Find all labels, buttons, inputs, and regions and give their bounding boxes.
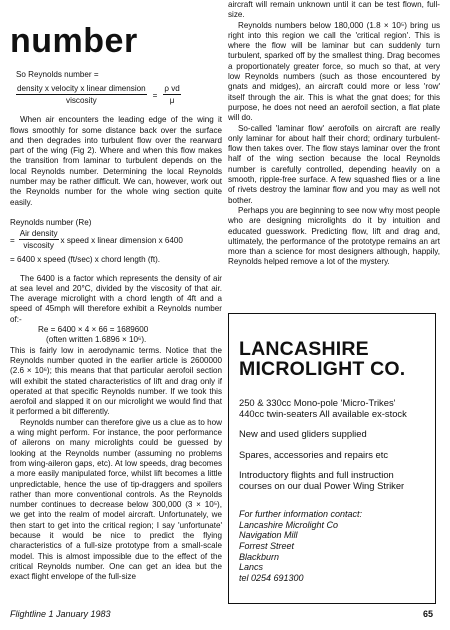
paragraph: Perhaps you are beginning to see now why most people who are designing microlights do it by intuition and educated guesswork. Predicting flow, lift and drag and, ultimately, the performance of the prototype remains an art more than a science for most designers although, happily, Reynolds helped remove a lot of the mystery. (228, 205, 440, 267)
paragraph: So-called 'laminar flow' aerofoils on aircraft are really only laminar for about half their chord; ordinary turbulent-flow then takes over. The flow stays laminar over the front half of the wing section because the local Reynolds number is carefully controlled, depending heavily on a smooth, ripple-free surface. A few squashed flies or a line of rivets destroy the laminar flow and you may as well not bother. (228, 123, 440, 205)
calc-line: (often written 1.6896 × 10⁶). (46, 335, 147, 345)
page-number: 65 (423, 609, 434, 619)
ad-line: 440cc twin-seaters All available ex-stock (239, 408, 407, 420)
ad-line: New and used gliders supplied (239, 428, 367, 440)
formula-denominator: viscosity (66, 96, 97, 106)
ad-line: Spares, accessories and repairs etc (239, 448, 389, 460)
ad-line: 250 & 330cc Mono-pole 'Micro-Trikes' (239, 397, 396, 408)
ad-line: Introductory flights and full instruction courses on our dual Power Wing Striker (239, 468, 405, 492)
formula-numerator: density x velocity x linear dimension (17, 84, 146, 94)
equals-sign: = (10, 235, 15, 245)
advertisement-box (228, 313, 436, 604)
formula-rhs-denominator: μ (169, 96, 175, 106)
footer-publication: Flightline 1 January 1983 (10, 609, 111, 619)
ad-title: LANCASHIRE (239, 338, 369, 360)
article-heading: number (10, 22, 138, 60)
equals-sign: = (152, 90, 158, 100)
re-rest: x speed x linear dimension x 6400 (60, 235, 183, 245)
re-fraction (19, 229, 59, 251)
formula-fraction (16, 84, 147, 106)
ad-contact-heading: For further information contact: (239, 509, 363, 520)
right-column (228, 0, 440, 268)
ad-contact-line: Forrest Street (239, 541, 295, 551)
paragraph: Reynolds numbers below 180,000 (1.8 × 10⁵) bring us right into this region we call the 'critical region'. This is where the flow will be laminar but can suddenly turn turbulent, sparked off by the smallest thing. Drag becomes a proportionately greater force, so much so that, at very low Reynolds numbers (such as those encountered by gnats and midges), an aircraft could more or less 'row' itself through the air. This is what the gnat does; for this purpose, he does not need an aerofoil section, a flat plate will do. (228, 20, 440, 123)
paragraph: This is fairly low in aerodynamic terms. Notice that the Reynolds number quoted in the earlier article is 2600000 (2.6 × 10⁶); this means that that particular aerofoil section will exhibit the stated characteristics of lift and drag only if operated at that specific Reynolds number. If we took this aerofoil and slapped it on our microlight we would find that it performed a bit differently. (10, 345, 222, 417)
paragraph: When air encounters the leading edge of the wing it flows smoothly for some distance back over the surface and then degrades into turbulent flow over the rearward part of the wing (Fig 2). Where and when this flow makes the transition from laminar to turbulent depends on the local Reynolds number. Determining the local Reynolds number may be rather difficult. We can, however, work out the Reynolds number for the whole wing section quite easily. (10, 115, 222, 207)
paragraph: The 6400 is a factor which represents the density of air at sea level and 20°C, divided by the viscosity of that air. The average microlight with a chord length of 4ft and a speed of 45mph will therefore exhibit a Reynolds number of:- (10, 273, 222, 324)
ad-contact-line: Lancs (239, 562, 264, 573)
re-line2: = 6400 x speed (ft/sec) x chord length (ft). (10, 255, 161, 265)
re-denominator: viscosity (23, 241, 54, 251)
left-column (10, 0, 222, 582)
formula-rhs (163, 84, 180, 106)
calc-line: Re = 6400 × 4 × 66 = 1689600 (38, 325, 149, 335)
re-formula (10, 229, 222, 251)
paragraph: aircraft will remain unknown until it can be test flown, full-size. (228, 0, 440, 20)
formula-rhs-numerator: ρ vd (164, 84, 180, 94)
reynolds-intro: So Reynolds number = (16, 70, 99, 79)
ad-contact-line: Blackburn (239, 551, 280, 562)
ad-contact-line: Lancashire Microlight Co (239, 519, 339, 530)
reynolds-formula (10, 84, 222, 106)
ad-contact-line: tel 0254 691300 (239, 572, 304, 583)
re-label: Reynolds number (Re) (10, 217, 92, 227)
ad-contact-line: Navigation Mill (239, 530, 298, 541)
ad-title: MICROLIGHT CO. (239, 358, 406, 380)
re-numerator: Air density (19, 229, 58, 239)
paragraph: Reynolds number can therefore give us a clue as to how a wing might perform. For instance, the poor performance of ailerons on many microlights could be guessed by looking at the Reynolds number (assuming no problems from wing-aileron gaps, etc). At low speeds, drag becomes a more easily manipulated force, whilst lift becomes a little unpredictable, hence the use of tip-draggers and spoilers rather than more conventional controls. As the Reynolds number continues to decrease below 300,000 (3 × 10⁵), we get into the realm of model aircraft. Unfortunately, we then start to get into the critical region; I say 'unfortunate' because it would be nice to predict the flying characteristics of a full-size prototype from a small-scale model. This is almost impossible due to the effect of the critical Reynolds number. One can get an idea but the exact flight envelope of the full-size (10, 417, 223, 582)
